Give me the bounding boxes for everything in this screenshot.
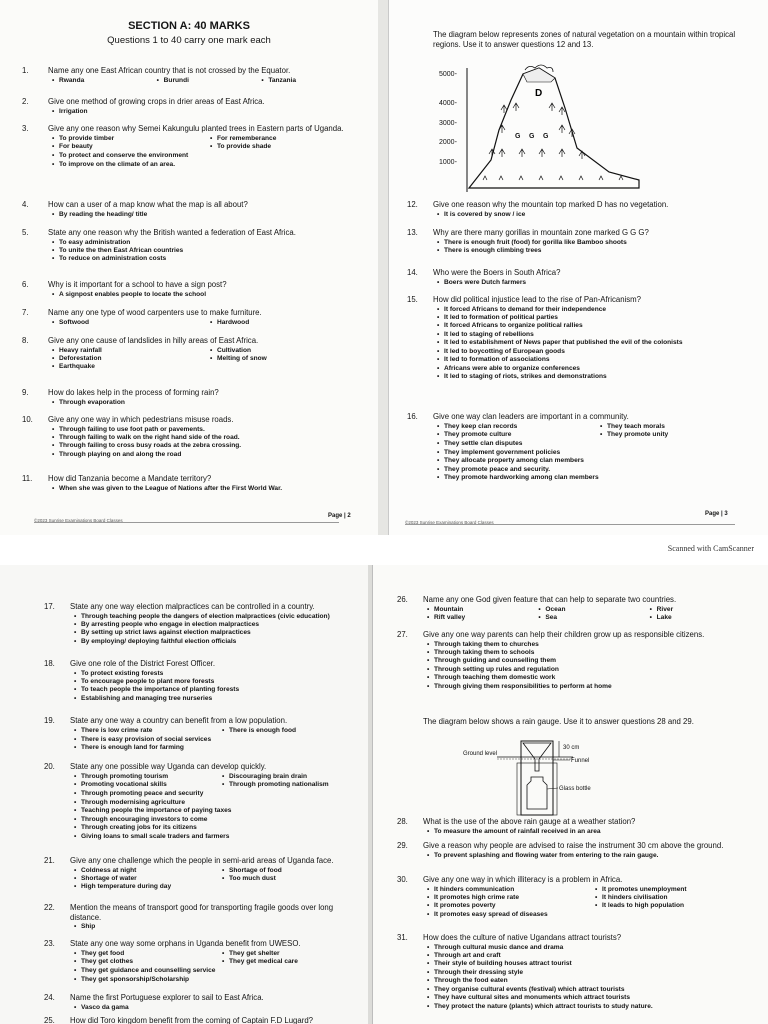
exam-page-4 xyxy=(0,565,368,1024)
question-26: 26. Name any one God given feature that can help to separate two countries. • Mountain • Ocean • River • Rift valley • Sea • Lake xyxy=(397,595,757,622)
question-8: 8. Give any one cause of landslides in hilly areas of East Africa. • Heavy rainfall • Cultivation • Deforestation • Melting of snow • Earthquake xyxy=(22,336,362,372)
question-17: 17. State any one way election malpractices can be controlled in a country. • Through teaching people the dangers of election malpractices (civic education) • By arresting people who engage in election malpractices • By setting up strict laws against election malpractices • By employing/ deploying faithful election officials xyxy=(44,602,364,646)
question-3: 3. Give any one reason why Semei Kakungulu planted trees in Eastern parts of Uganda. • To provide timber • For rememberance • For beauty • To provide shade • To protect and conserve the environment • To improve on the climate of an area. xyxy=(22,124,362,169)
mountain-vegetation-diagram xyxy=(439,60,669,200)
diagram-intro: The diagram below represents zones of natural vegetation on a mountain within tropical regions. Use it to answer questions 12 and 13. xyxy=(433,30,736,49)
footer-copyright: ©2023 Sunrise Examinations Board Classes xyxy=(34,518,123,523)
gauge-intro: The diagram below shows a rain gauge. Use it to answer questions 28 and 29. xyxy=(423,717,694,726)
scan-gutter-middle xyxy=(378,0,388,535)
y-tick-label: 5000- xyxy=(439,71,457,78)
question-1: 1. Name any one East African country that is not crossed by the Equator. • Rwanda • Burundi • Tanzania xyxy=(22,66,362,85)
question-6: 6. Why is it important for a school to have a sign post? • A signpost enables people to locate the school xyxy=(22,280,362,299)
camscanner-watermark: Scanned with CamScanner xyxy=(667,544,754,553)
question-11: 11. How did Tanzania become a Mandate territory? • When she was given to the League of Nations after the First World War. xyxy=(22,474,367,493)
y-tick-label: 1000- xyxy=(439,159,457,166)
y-tick-label: 3000- xyxy=(439,120,457,127)
question-20: 20. State any one possible way Uganda can develop quickly. • Through promoting tourism • Discouraging brain drain • Promoting vocational skills • Through promoting nationalism • Through promoting peace and security • Through modernising agriculture • Teaching people the importance of paying taxes • Through encouraging investors to come • Through creating jobs for its citizens • Giving loans to small scale traders and farmers xyxy=(44,762,364,841)
y-tick-label: 4000- xyxy=(439,100,457,107)
question-14: 14. Who were the Boers in South Africa? • Boers were Dutch farmers xyxy=(407,268,757,287)
question-16: 16. Give one way clan leaders are important in a community. • They keep clan records • They teach morals • They promote culture • They promote unity • They settle clan disputes • They implement government policies • They allocate property among clan members • They promote peace and security. • They promote hardworking among clan members xyxy=(407,412,757,483)
zone-label-g: G xyxy=(515,133,521,140)
question-27: 27. Give any one way parents can help their children grow up as responsible citizens. • Through taking them to churches • Through taking them to schools • Through guiding and counselling them • Through setting up rules and regulation • Through teaching them domestic work • Through giving them responsibilities to perform at home xyxy=(397,630,757,691)
glass-bottle-label: Glass bottle xyxy=(559,786,591,792)
question-10: 10. Give any one way in which pedestrians misuse roads. • Through failing to use foot path or pavements. • Through failing to walk on the right hand side of the road. • Through failing to cross busy roads at the zebra crossing. • Through playing on and along the road xyxy=(22,415,362,459)
question-24: 24. Name the first Portuguese explorer to sail to East Africa. • Vasco da gama xyxy=(44,993,364,1012)
rain-gauge-diagram xyxy=(463,737,643,819)
question-23: 23. State any one way some orphans in Uganda benefit from UWESO. • They get food • They get shelter • They get clothes • They get medical care • They get guidance and counselling service • They get sponsorship/Scholarship xyxy=(44,939,364,984)
footer-copyright: ©2023 Sunrise Examinations Board Classes xyxy=(405,520,494,525)
question-30: 30. Give any one way in which illiteracy is a problem in Africa. • It hinders communication • It promotes unemployment • It promotes high crime rate • It hinders civilisation • It promotes poverty • It leads to high population • It promotes easy spread of diseases xyxy=(397,875,757,919)
page-number: Page | 3 xyxy=(705,511,728,517)
question-13: 13. Why are there many gorillas in mountain zone marked G G G? • There is enough fruit (food) for gorilla like Bamboo shoots • There is enough climbing trees xyxy=(407,228,757,255)
question-21: 21. Give any one challenge which the people in semi-arid areas of Uganda face. • Coldness at night • Shortage of food • Shortage of water • Too much dust • High temperature during day xyxy=(44,856,364,892)
question-2: 2. Give one method of growing crops in drier areas of East Africa. • Irrigation xyxy=(22,97,362,116)
zone-label-d: D xyxy=(535,88,543,99)
question-18: 18. Give one role of the District Forest Officer. • To protect existing forests • To encourage people to plant more forests • To teach people the importance of planting forests • Establishing and managing tree nurseries xyxy=(44,659,364,703)
height-label: 30 cm xyxy=(563,745,580,751)
question-22: 22. Mention the means of transport good for transporting fragile goods over long distance. • Ship xyxy=(44,903,364,931)
page-number: Page | 2 xyxy=(328,513,351,519)
question-9: 9. How do lakes help in the process of forming rain? • Through evaporation xyxy=(22,388,362,407)
funnel-label: Funnel xyxy=(571,758,590,764)
zone-label-g: G xyxy=(543,133,549,140)
question-29: 29. Give a reason why people are advised to raise the instrument 30 cm above the ground. • To prevent splashing and flowing water from entering to the rain gauge. xyxy=(397,841,757,860)
question-19: 19. State any one way a country can benefit from a low population. • There is low crime rate • There is enough food • There is easy provision of social services • There is enough land for farming xyxy=(44,716,364,753)
question-12: 12. Give one reason why the mountain top marked D has no vegetation. • It is covered by snow / ice xyxy=(407,200,757,219)
question-25: 25. How did Toro kingdom benefit from the coming of Captain F.D Lugard? xyxy=(44,1016,313,1024)
scan-gutter-horizontal xyxy=(0,535,768,565)
question-7: 7. Name any one type of wood carpenters use to make furniture. • Softwood • Hardwood xyxy=(22,308,362,327)
zone-label-g: G xyxy=(529,133,535,140)
exam-page-5 xyxy=(372,565,768,1024)
section-title: SECTION A: 40 MARKS xyxy=(128,20,250,32)
question-28: 28. What is the use of the above rain gauge at a weather station? • To measure the amount of rainfall received in an area xyxy=(397,817,757,836)
exam-page-2 xyxy=(0,0,378,535)
question-15: 15. How did political injustice lead to the rise of Pan-Africanism? • It forced Africans to demand for their independence • It led to formation of political parties • It forced Africans to organize political rallies • It led to staging of rebellions • It led to establishment of News paper that published the evil of the colonists • It led to boycotting of European goods • It led to formation of associations • Africans were able to organize conferences • It led to staging of riots, strikes and demonstrations xyxy=(407,295,757,381)
section-subtitle: Questions 1 to 40 carry one mark each xyxy=(107,35,271,46)
ground-level-label: Ground level xyxy=(463,751,498,757)
exam-page-3 xyxy=(388,0,768,535)
question-31: 31. How does the culture of native Ugandans attract tourists? • Through cultural music dance and drama • Through art and craft • Their style of building houses attract tourist • Through their dressing style • Through the food eaten • They organise cultural events (festival) which attract tourists • They have cultural sites and monuments which attract tourists • They protect the nature (plants) which attract tourists to study nature. xyxy=(397,933,757,1011)
question-4: 4. How can a user of a map know what the map is all about? • By reading the heading/ title xyxy=(22,200,362,219)
question-5: 5. State any one reason why the British wanted a federation of East Africa. • To easy administration • To unite the then East African countries • To reduce on administration costs xyxy=(22,228,362,264)
y-tick-label: 2000- xyxy=(439,139,457,146)
